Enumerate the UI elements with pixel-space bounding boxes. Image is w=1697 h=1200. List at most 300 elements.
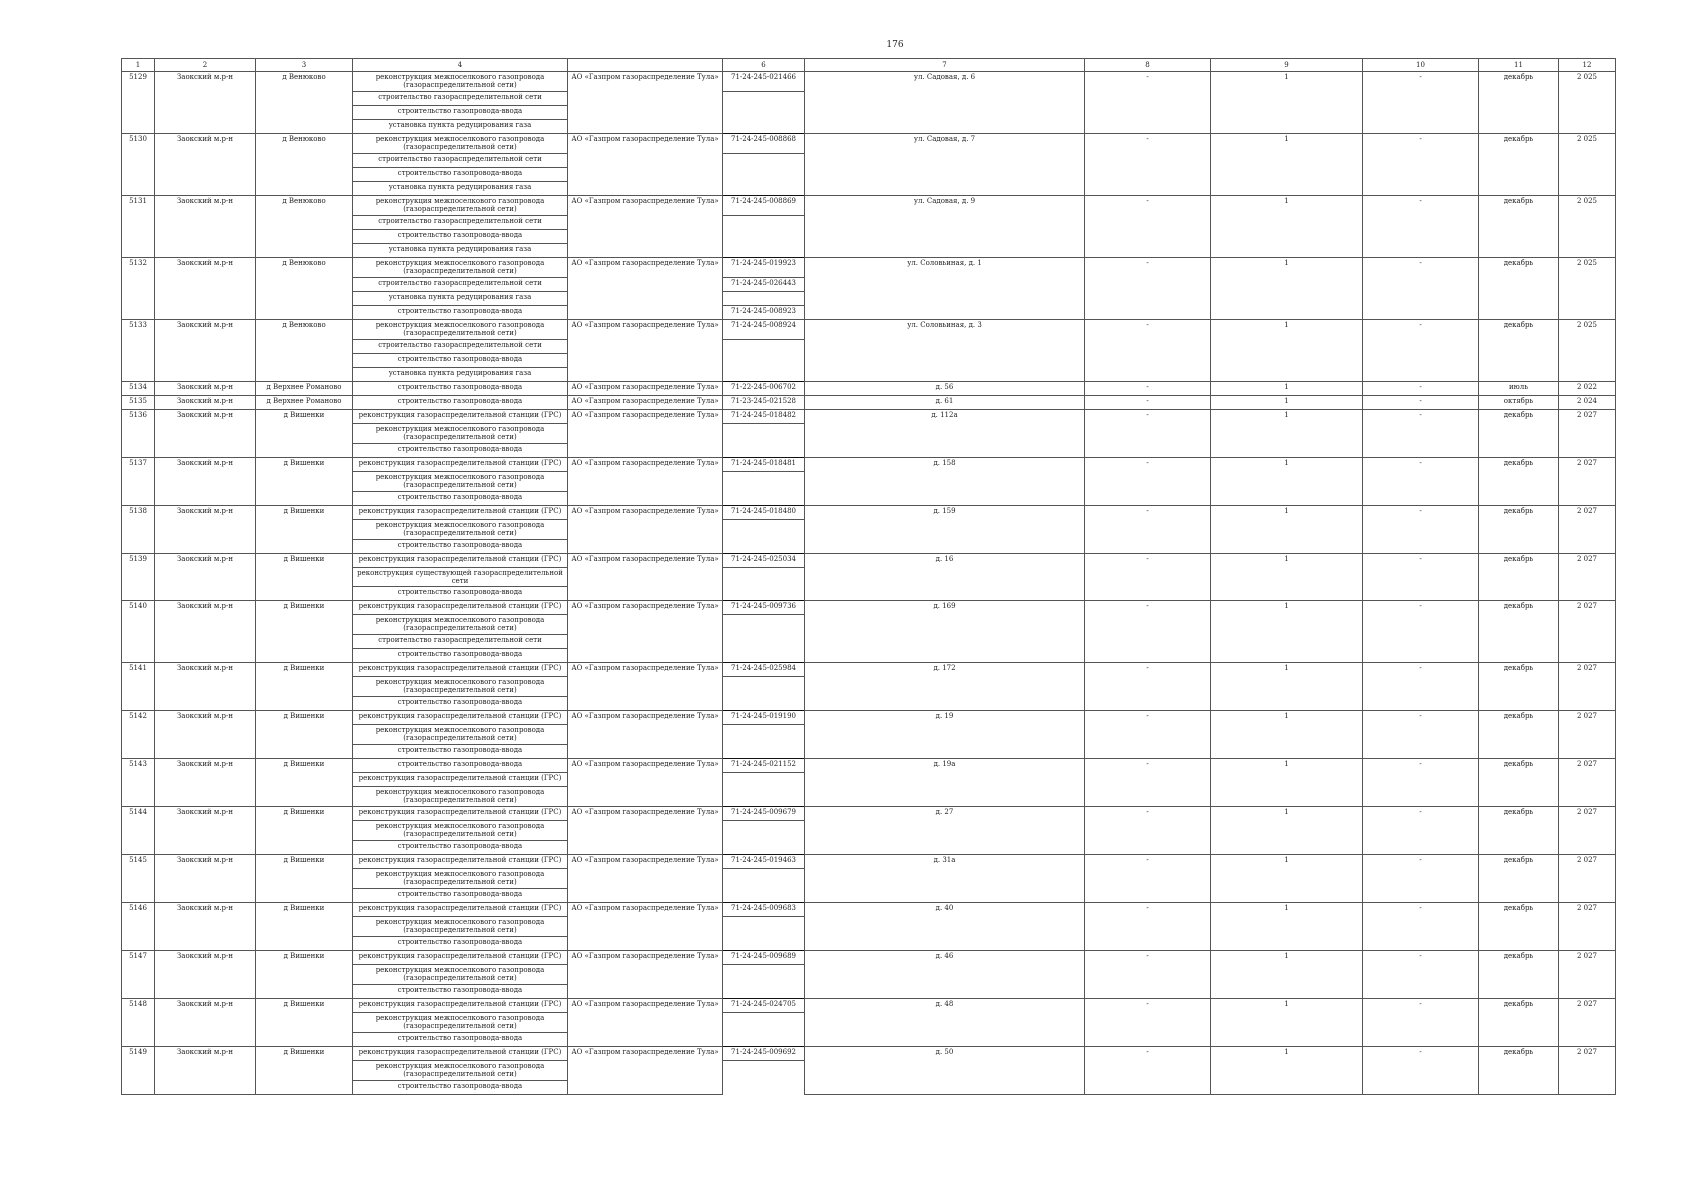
work-type-cell: установка пункта редуцирования газа [353,182,568,196]
header-cell: 11 [1479,59,1559,72]
object-id-cell [723,292,805,306]
month-cell: июль [1479,382,1559,396]
record-number: 5138 [122,506,155,554]
object-id-cell: 71-24-245-018481 [723,458,805,472]
col9-cell: 1 [1211,72,1363,134]
organization-cell: АО «Газпром газораспределение Тула» [568,601,723,663]
col10-cell: - [1363,855,1479,903]
month-cell: декабрь [1479,759,1559,807]
month-cell: декабрь [1479,320,1559,382]
col9-cell: 1 [1211,258,1363,320]
col9-cell: 1 [1211,458,1363,506]
object-id-cell [723,985,805,999]
object-id-cell [723,821,805,841]
col9-cell: 1 [1211,951,1363,999]
district-cell: Заокский м.р-н [155,72,256,134]
organization-cell: АО «Газпром газораспределение Тула» [568,396,723,410]
object-id-cell: 71-24-245-025034 [723,554,805,568]
col8-cell: - [1085,601,1211,663]
col9-cell: 1 [1211,999,1363,1047]
col9-cell: 1 [1211,663,1363,711]
district-cell: Заокский м.р-н [155,506,256,554]
object-id-cell [723,168,805,182]
object-id-cell: 71-24-245-009679 [723,807,805,821]
settlement-cell: д Венюково [256,258,353,320]
address-cell: ул. Садовая, д. 6 [805,72,1085,134]
col10-cell: - [1363,601,1479,663]
organization-cell: АО «Газпром газораспределение Тула» [568,951,723,999]
record-number: 5139 [122,554,155,601]
object-id-cell [723,568,805,587]
table-row [122,999,1616,1013]
object-id-cell [723,787,805,807]
gasification-table [121,58,1616,1095]
col8-cell: - [1085,382,1211,396]
record-number: 5145 [122,855,155,903]
table-row [122,258,1616,278]
settlement-cell: д Вишенки [256,807,353,855]
work-type-cell: реконструкция газораспределительной станции (ГРС) [353,999,568,1013]
district-cell: Заокский м.р-н [155,855,256,903]
address-cell: ул. Садовая, д. 7 [805,134,1085,196]
table-row [122,711,1616,725]
table-row [122,396,1616,410]
object-id-cell: 71-24-245-025984 [723,663,805,677]
table-row [122,506,1616,520]
settlement-cell: д Верхнее Романово [256,382,353,396]
work-type-cell: установка пункта редуцирования газа [353,120,568,134]
settlement-cell: д Вишенки [256,1047,353,1095]
work-type-cell: строительство газопровода-ввода [353,106,568,120]
work-type-cell: реконструкция межпоселкового газопровода (газораспределительной сети) [353,821,568,841]
record-number: 5134 [122,382,155,396]
col10-cell: - [1363,458,1479,506]
table-row [122,663,1616,677]
col10-cell: - [1363,554,1479,601]
object-id-cell [723,120,805,134]
year-cell: 2 027 [1559,1047,1616,1095]
work-type-cell: реконструкция межпоселкового газопровода (газораспределительной сети) [353,472,568,492]
col8-cell: - [1085,855,1211,903]
object-id-cell: 71-24-245-019190 [723,711,805,725]
work-type-cell: строительство газопровода-ввода [353,1033,568,1047]
settlement-cell: д Вишенки [256,903,353,951]
object-id-cell [723,1033,805,1047]
header-cell: 1 [122,59,155,72]
object-id-cell: 71-24-245-008924 [723,320,805,340]
col9-cell: 1 [1211,1047,1363,1095]
object-id-cell [723,472,805,492]
settlement-cell: д Вишенки [256,601,353,663]
col10-cell: - [1363,903,1479,951]
col8-cell: - [1085,903,1211,951]
col10-cell: - [1363,951,1479,999]
col10-cell: - [1363,410,1479,458]
object-id-cell [723,937,805,951]
district-cell: Заокский м.р-н [155,759,256,807]
work-type-cell: строительство газораспределительной сети [353,154,568,168]
settlement-cell: д Вишенки [256,554,353,601]
work-type-cell: строительство газораспределительной сети [353,340,568,354]
district-cell: Заокский м.р-н [155,410,256,458]
work-type-cell: строительство газопровода-ввода [353,382,568,396]
object-id-cell: 71-24-245-009689 [723,951,805,965]
settlement-cell: д Вишенки [256,711,353,759]
settlement-cell: д Венюково [256,134,353,196]
record-number: 5143 [122,759,155,807]
object-id-cell: 71-24-245-026443 [723,278,805,292]
month-cell: декабрь [1479,458,1559,506]
address-cell: д. 112а [805,410,1085,458]
work-type-cell: строительство газопровода-ввода [353,697,568,711]
month-cell: декабрь [1479,951,1559,999]
object-id-cell: 71-24-245-021152 [723,759,805,773]
month-cell: декабрь [1479,258,1559,320]
work-type-cell: реконструкция газораспределительной станции (ГРС) [353,601,568,615]
record-number: 5131 [122,196,155,258]
work-type-cell: установка пункта редуцирования газа [353,244,568,258]
work-type-cell: строительство газопровода-ввода [353,354,568,368]
col9-cell: 1 [1211,903,1363,951]
organization-cell: АО «Газпром газораспределение Тула» [568,72,723,134]
address-cell: д. 48 [805,999,1085,1047]
record-number: 5147 [122,951,155,999]
page-number: 176 [886,40,904,50]
object-id-cell: 71-24-245-018482 [723,410,805,424]
work-type-cell: реконструкция межпоселкового газопровода (газораспределительной сети) [353,965,568,985]
month-cell: декабрь [1479,72,1559,134]
work-type-cell: реконструкция межпоселкового газопровода (газораспределительной сети) [353,258,568,278]
work-type-cell: строительство газораспределительной сети [353,216,568,230]
col9-cell: 1 [1211,134,1363,196]
work-type-cell: строительство газопровода-ввода [353,306,568,320]
district-cell: Заокский м.р-н [155,134,256,196]
organization-cell: АО «Газпром газораспределение Тула» [568,759,723,807]
object-id-cell: 71-24-245-019463 [723,855,805,869]
table-row [122,196,1616,216]
work-type-cell: реконструкция межпоселкового газопровода (газораспределительной сети) [353,615,568,635]
object-id-cell [723,635,805,649]
year-cell: 2 027 [1559,458,1616,506]
object-id-cell: 71-24-245-008923 [723,306,805,320]
year-cell: 2 027 [1559,506,1616,554]
year-cell: 2 025 [1559,320,1616,382]
work-type-cell: реконструкция межпоселкового газопровода (газораспределительной сети) [353,134,568,154]
table-row [122,554,1616,568]
district-cell: Заокский м.р-н [155,320,256,382]
work-type-cell: реконструкция межпоселкового газопровода (газораспределительной сети) [353,1061,568,1081]
address-cell: д. 46 [805,951,1085,999]
col9-cell: 1 [1211,711,1363,759]
year-cell: 2 027 [1559,554,1616,601]
settlement-cell: д Верхнее Романово [256,396,353,410]
work-type-cell: реконструкция межпоселкового газопровода (газораспределительной сети) [353,677,568,697]
month-cell: декабрь [1479,711,1559,759]
district-cell: Заокский м.р-н [155,382,256,396]
object-id-cell [723,677,805,697]
organization-cell: АО «Газпром газораспределение Тула» [568,999,723,1047]
col9-cell: 1 [1211,196,1363,258]
object-id-cell [723,917,805,937]
settlement-cell: д Вишенки [256,951,353,999]
work-type-cell: реконструкция межпоселкового газопровода (газораспределительной сети) [353,196,568,216]
settlement-cell: д Вишенки [256,506,353,554]
settlement-cell: д Венюково [256,72,353,134]
table-row [122,382,1616,396]
work-type-cell: реконструкция газораспределительной станции (ГРС) [353,554,568,568]
col9-cell: 1 [1211,807,1363,855]
settlement-cell: д Венюково [256,320,353,382]
object-id-cell [723,615,805,635]
work-type-cell: строительство газопровода-ввода [353,587,568,601]
col10-cell: - [1363,320,1479,382]
col8-cell: - [1085,196,1211,258]
district-cell: Заокский м.р-н [155,1047,256,1095]
object-id-cell [723,354,805,368]
record-number: 5144 [122,807,155,855]
col10-cell: - [1363,72,1479,134]
col8-cell: - [1085,663,1211,711]
table-row [122,951,1616,965]
work-type-cell: реконструкция межпоселкового газопровода (газораспределительной сети) [353,725,568,745]
month-cell: декабрь [1479,1047,1559,1095]
work-type-cell: строительство газопровода-ввода [353,1081,568,1095]
year-cell: 2 027 [1559,951,1616,999]
header-cell: 6 [723,59,805,72]
settlement-cell: д Вишенки [256,999,353,1047]
col8-cell: - [1085,999,1211,1047]
col10-cell: - [1363,807,1479,855]
work-type-cell: реконструкция межпоселкового газопровода (газораспределительной сети) [353,72,568,92]
work-type-cell: реконструкция газораспределительной станции (ГРС) [353,1047,568,1061]
work-type-cell: реконструкция межпоселкового газопровода (газораспределительной сети) [353,869,568,889]
object-id-cell [723,587,805,601]
settlement-cell: д Венюково [256,196,353,258]
address-cell: д. 61 [805,396,1085,410]
object-id-cell [723,182,805,196]
object-id-cell [723,340,805,354]
col10-cell: - [1363,663,1479,711]
table-row [122,410,1616,424]
work-type-cell: реконструкция газораспределительной станции (ГРС) [353,951,568,965]
col8-cell: - [1085,506,1211,554]
district-cell: Заокский м.р-н [155,601,256,663]
col10-cell: - [1363,711,1479,759]
col8-cell: - [1085,951,1211,999]
header-cell: 4 [353,59,568,72]
object-id-cell [723,444,805,458]
year-cell: 2 027 [1559,903,1616,951]
work-type-cell: строительство газопровода-ввода [353,937,568,951]
col10-cell: - [1363,506,1479,554]
work-type-cell: реконструкция газораспределительной станции (ГРС) [353,458,568,472]
year-cell: 2 022 [1559,382,1616,396]
organization-cell: АО «Газпром газораспределение Тула» [568,382,723,396]
district-cell: Заокский м.р-н [155,196,256,258]
settlement-cell: д Вишенки [256,410,353,458]
col9-cell: 1 [1211,601,1363,663]
organization-cell: АО «Газпром газораспределение Тула» [568,903,723,951]
col10-cell: - [1363,382,1479,396]
organization-cell: АО «Газпром газораспределение Тула» [568,663,723,711]
col8-cell: - [1085,396,1211,410]
organization-cell: АО «Газпром газораспределение Тула» [568,134,723,196]
work-type-cell: строительство газопровода-ввода [353,540,568,554]
organization-cell: АО «Газпром газораспределение Тула» [568,506,723,554]
month-cell: декабрь [1479,134,1559,196]
table-row [122,320,1616,340]
work-type-cell: реконструкция газораспределительной станции (ГРС) [353,807,568,821]
object-id-cell [723,106,805,120]
table-row [122,72,1616,92]
col8-cell: - [1085,759,1211,807]
work-type-cell: реконструкция газораспределительной станции (ГРС) [353,663,568,677]
object-id-cell [723,965,805,985]
work-type-cell: реконструкция межпоселкового газопровода (газораспределительной сети) [353,320,568,340]
month-cell: октябрь [1479,396,1559,410]
work-type-cell: реконструкция межпоселкового газопровода (газораспределительной сети) [353,520,568,540]
header-cell: 3 [256,59,353,72]
work-type-cell: строительство газопровода-ввода [353,649,568,663]
object-id-cell: 71-24-245-018480 [723,506,805,520]
object-id-cell [723,889,805,903]
work-type-cell: реконструкция газораспределительной станции (ГРС) [353,855,568,869]
work-type-cell: реконструкция газораспределительной станции (ГРС) [353,410,568,424]
object-id-cell [723,841,805,855]
work-type-cell: строительство газопровода-ввода [353,444,568,458]
object-id-cell [723,230,805,244]
year-cell: 2 027 [1559,410,1616,458]
object-id-cell [723,154,805,168]
organization-cell: АО «Газпром газораспределение Тула» [568,554,723,601]
work-type-cell: установка пункта редуцирования газа [353,368,568,382]
month-cell: декабрь [1479,196,1559,258]
work-type-cell: строительство газопровода-ввода [353,492,568,506]
year-cell: 2 025 [1559,258,1616,320]
col8-cell: - [1085,134,1211,196]
address-cell: ул. Садовая, д. 9 [805,196,1085,258]
object-id-cell [723,520,805,540]
district-cell: Заокский м.р-н [155,663,256,711]
month-cell: декабрь [1479,554,1559,601]
col9-cell: 1 [1211,855,1363,903]
settlement-cell: д Вишенки [256,759,353,807]
col8-cell: - [1085,458,1211,506]
work-type-cell: реконструкция газораспределительной станции (ГРС) [353,711,568,725]
district-cell: Заокский м.р-н [155,951,256,999]
work-type-cell: строительство газопровода-ввода [353,168,568,182]
address-cell: д. 31а [805,855,1085,903]
object-id-cell: 71-24-245-019923 [723,258,805,278]
address-cell: д. 40 [805,903,1085,951]
object-id-cell [723,216,805,230]
organization-cell: АО «Газпром газораспределение Тула» [568,807,723,855]
year-cell: 2 024 [1559,396,1616,410]
year-cell: 2 027 [1559,807,1616,855]
district-cell: Заокский м.р-н [155,258,256,320]
work-type-cell: строительство газораспределительной сети [353,92,568,106]
header-cell: 8 [1085,59,1211,72]
object-id-cell [723,1061,805,1081]
district-cell: Заокский м.р-н [155,554,256,601]
organization-cell: АО «Газпром газораспределение Тула» [568,258,723,320]
col10-cell: - [1363,1047,1479,1095]
work-type-cell: строительство газопровода-ввода [353,889,568,903]
table-row [122,759,1616,773]
table-row [122,134,1616,154]
settlement-cell: д Вишенки [256,458,353,506]
col10-cell: - [1363,134,1479,196]
object-id-cell: 71-24-245-008868 [723,134,805,154]
address-cell: д. 159 [805,506,1085,554]
object-id-cell: 71-24-245-009692 [723,1047,805,1061]
object-id-cell: 71-23-245-021528 [723,396,805,410]
header-cell [568,59,723,72]
col9-cell: 1 [1211,396,1363,410]
address-cell: д. 50 [805,1047,1085,1095]
organization-cell: АО «Газпром газораспределение Тула» [568,196,723,258]
month-cell: декабрь [1479,601,1559,663]
address-cell: д. 56 [805,382,1085,396]
col8-cell: - [1085,554,1211,601]
object-id-cell: 71-24-245-008869 [723,196,805,216]
table-row [122,855,1616,869]
year-cell: 2 027 [1559,711,1616,759]
year-cell: 2 027 [1559,759,1616,807]
table-row [122,458,1616,472]
object-id-cell: 71-22-245-006702 [723,382,805,396]
object-id-cell [723,1081,805,1095]
header-cell: 12 [1559,59,1616,72]
work-type-cell: реконструкция межпоселкового газопровода (газораспределительной сети) [353,1013,568,1033]
record-number: 5141 [122,663,155,711]
work-type-cell: строительство газораспределительной сети [353,278,568,292]
object-id-cell: 71-24-245-024705 [723,999,805,1013]
object-id-cell [723,869,805,889]
record-number: 5129 [122,72,155,134]
year-cell: 2 027 [1559,601,1616,663]
col10-cell: - [1363,759,1479,807]
address-cell: д. 172 [805,663,1085,711]
work-type-cell: строительство газопровода-ввода [353,841,568,855]
organization-cell: АО «Газпром газораспределение Тула» [568,458,723,506]
col9-cell: 1 [1211,506,1363,554]
work-type-cell: реконструкция газораспределительной станции (ГРС) [353,506,568,520]
table-row [122,903,1616,917]
header-cell: 7 [805,59,1085,72]
district-cell: Заокский м.р-н [155,458,256,506]
address-cell: ул. Соловьиная, д. 1 [805,258,1085,320]
work-type-cell: реконструкция межпоселкового газопровода (газораспределительной сети) [353,787,568,807]
col8-cell: - [1085,72,1211,134]
object-id-cell [723,697,805,711]
object-id-cell: 71-24-245-009683 [723,903,805,917]
record-number: 5148 [122,999,155,1047]
address-cell: д. 16 [805,554,1085,601]
col9-cell: 1 [1211,759,1363,807]
record-number: 5130 [122,134,155,196]
address-cell: д. 19 [805,711,1085,759]
col9-cell: 1 [1211,554,1363,601]
object-id-cell [723,424,805,444]
col8-cell: - [1085,711,1211,759]
organization-cell: АО «Газпром газораспределение Тула» [568,711,723,759]
work-type-cell: реконструкция газораспределительной станции (ГРС) [353,773,568,787]
work-type-cell: реконструкция межпоселкового газопровода (газораспределительной сети) [353,424,568,444]
work-type-cell: реконструкция газораспределительной станции (ГРС) [353,903,568,917]
col8-cell: - [1085,1047,1211,1095]
organization-cell: АО «Газпром газораспределение Тула» [568,855,723,903]
